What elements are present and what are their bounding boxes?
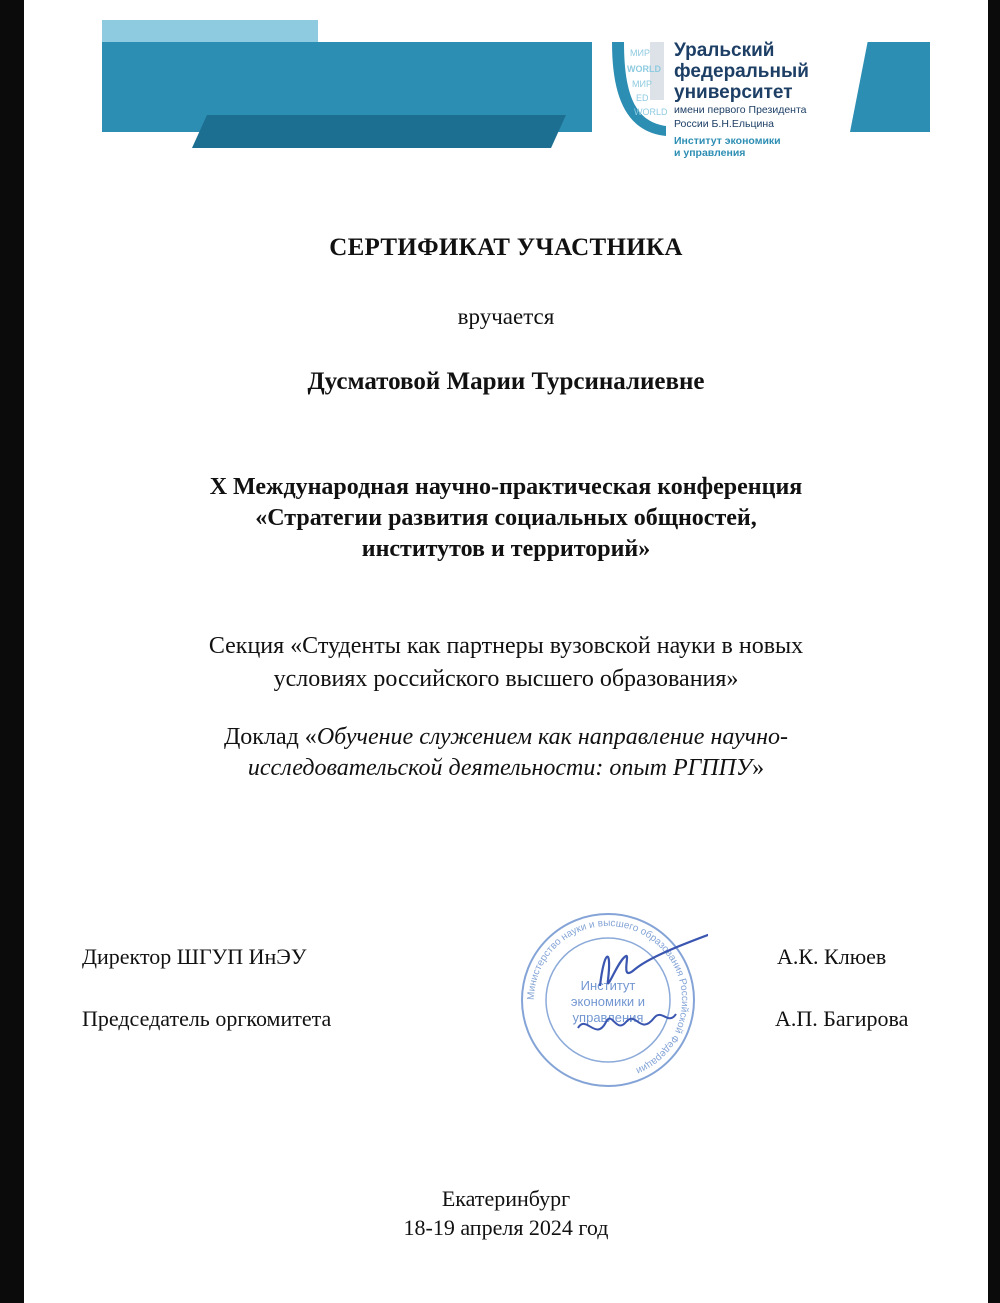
director-name: А.К. Клюев [777, 944, 887, 969]
logo-line-3: университет [674, 82, 793, 103]
stamp-center-line-2: экономики и [570, 994, 646, 1009]
logo-mark-word: МИР [632, 79, 652, 89]
logo-institute-1: Институт экономики [674, 135, 781, 147]
conference-line-3: институтов и территорий» [361, 536, 651, 562]
logo-line-2: федеральный [674, 61, 809, 82]
footer [24, 1184, 988, 1242]
section-title [24, 630, 988, 696]
stamp-center-line-3: управления [572, 1010, 644, 1025]
report-suffix: » [752, 755, 765, 781]
report-title-part-2: исследовательской деятельности: опыт РГППУ [247, 755, 753, 781]
report-title-part-1: Обучение служением как направление научно- [316, 724, 789, 750]
footer-date: 18-19 апреля 2024 год [403, 1215, 609, 1240]
chair-role: Председатель оргкомитета [82, 1006, 332, 1031]
report-line-1 [24, 722, 988, 753]
university-name [674, 40, 809, 159]
footer-city: Екатеринбург [441, 1186, 571, 1211]
logo-line-1: Уральский [674, 40, 775, 61]
conference-line-2: «Стратегии развития социальных общностей, [255, 505, 757, 531]
recipient-name: Дусматовой Марии Турсиналиевне [307, 368, 705, 395]
logo-sub-1: имени первого Президента [674, 104, 807, 116]
conference-line-1: X Международная научно-практическая конференция [209, 474, 803, 500]
section-line-1: Секция «Студенты как партнеры вузовской науки в новых [208, 633, 804, 659]
report-line-2 [24, 753, 988, 784]
stamp-center-line-1: Институт [580, 978, 636, 993]
awarded-text: вручается [457, 304, 555, 329]
stamp-ring-text: Министерство науки и высшего образования Российской Федерации [525, 917, 691, 1077]
university-logo [610, 40, 850, 170]
section-line-2: условиях российского высшего образования» [273, 666, 739, 692]
logo-mark-word: МИР [630, 48, 650, 58]
director-role: Директор ШГУП ИнЭУ [82, 944, 307, 969]
banner-stripe-right [850, 42, 930, 132]
logo-sub-2: России Б.Н.Ельцина [674, 118, 774, 130]
report-title [24, 722, 988, 784]
chair-name: А.П. Багирова [775, 1006, 909, 1031]
certificate-page [24, 0, 988, 1303]
logo-mark-word: ED [636, 93, 649, 103]
certificate-title: СЕРТИФИКАТ УЧАСТНИКА [329, 234, 683, 261]
logo-mark-word: WORLD [634, 107, 668, 117]
report-prefix: Доклад « [223, 724, 317, 750]
banner-stripe-dark [192, 115, 566, 148]
logo-institute-2: и управления [674, 147, 746, 159]
urfu-logo-icon [610, 40, 670, 140]
official-stamp [508, 910, 708, 1090]
logo-mark-word: WORLD [627, 64, 661, 74]
conference-title [24, 472, 988, 565]
